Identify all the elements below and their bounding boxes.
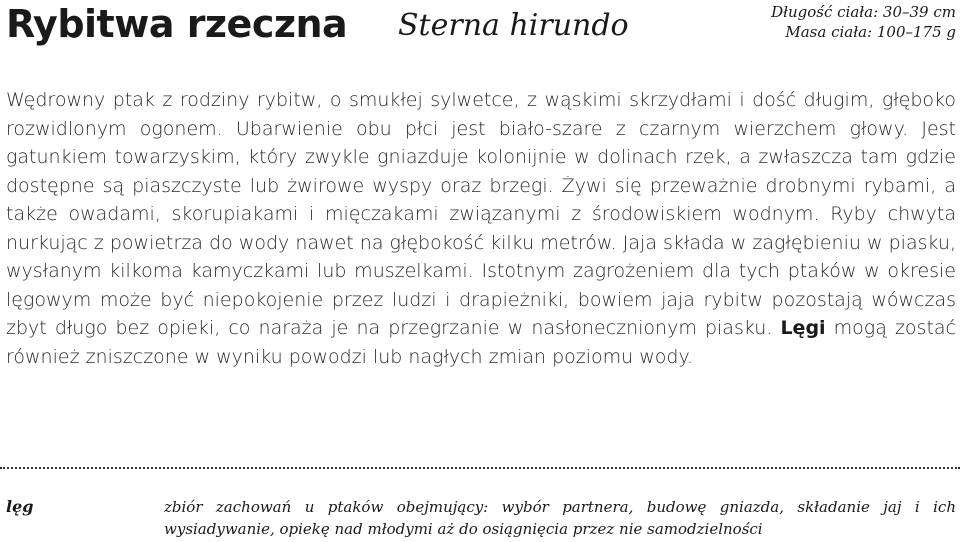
- body-length: Długość ciała: 30–39 cm: [771, 3, 956, 21]
- glossary-definition: zbiór zachowań u ptaków obejmujący: wybór partnera, budowę gniazda, składanie jaj i ich wysiadywanie, opiekę nad młodymi aż do osiągnięcia przez nie samodzielności: [164, 498, 956, 538]
- description-text-end: mogą zostać również zniszczone w wyniku powodzi lub nagłych zmian poziomu wody.: [6, 317, 956, 368]
- glossary-term: lęg: [6, 497, 34, 516]
- latin-name: Sterna hirundo: [398, 8, 629, 43]
- dotted-divider: [0, 467, 960, 469]
- description-text: Wędrowny ptak z rodziny rybitw, o smukłej sylwetce, z wąskimi skrzydłami i dość długim, głęboko rozwidlonym ogonem. Ubarwienie obu płci jest biało-szare z czarnym wierzchem głowy. Jest gatunkiem towarzyskim, który zwykle gniazduje kolonijnie w dolinach rzek, a zwłaszcza tam gdzie dostępne są piaszczyste lub żwirowe wyspy oraz brzegi. Żywi się przeważnie drobnymi rybami, a także owadami, skorupiakami i mięczakami związanymi z środowiskiem wodnym. Ryby chwyta nurkując z powietrza do wody nawet na głębokość kilku metrów. Jaja składa w zagłębieniu w piasku, wysłanym kilkoma kamyczkami lub muszelkami. Istotnym zagrożeniem dla tych ptaków w okresie lęgowym może być niepokojenie przez ludzi i drapieżniki, bowiem jaja rybitw pozostają wówczas zbyt długo bez opieki, co naraża je na przegrzanie w nasłonecznionym piasku.: [6, 89, 956, 339]
- species-title: Rybitwa rzeczna: [6, 2, 348, 46]
- species-header: [6, 0, 956, 60]
- body-measurements: [771, 2, 956, 42]
- keyword-legi: Lęgi: [780, 317, 826, 339]
- species-description: [6, 86, 956, 371]
- body-mass: Masa ciała: 100–175 g: [785, 23, 956, 41]
